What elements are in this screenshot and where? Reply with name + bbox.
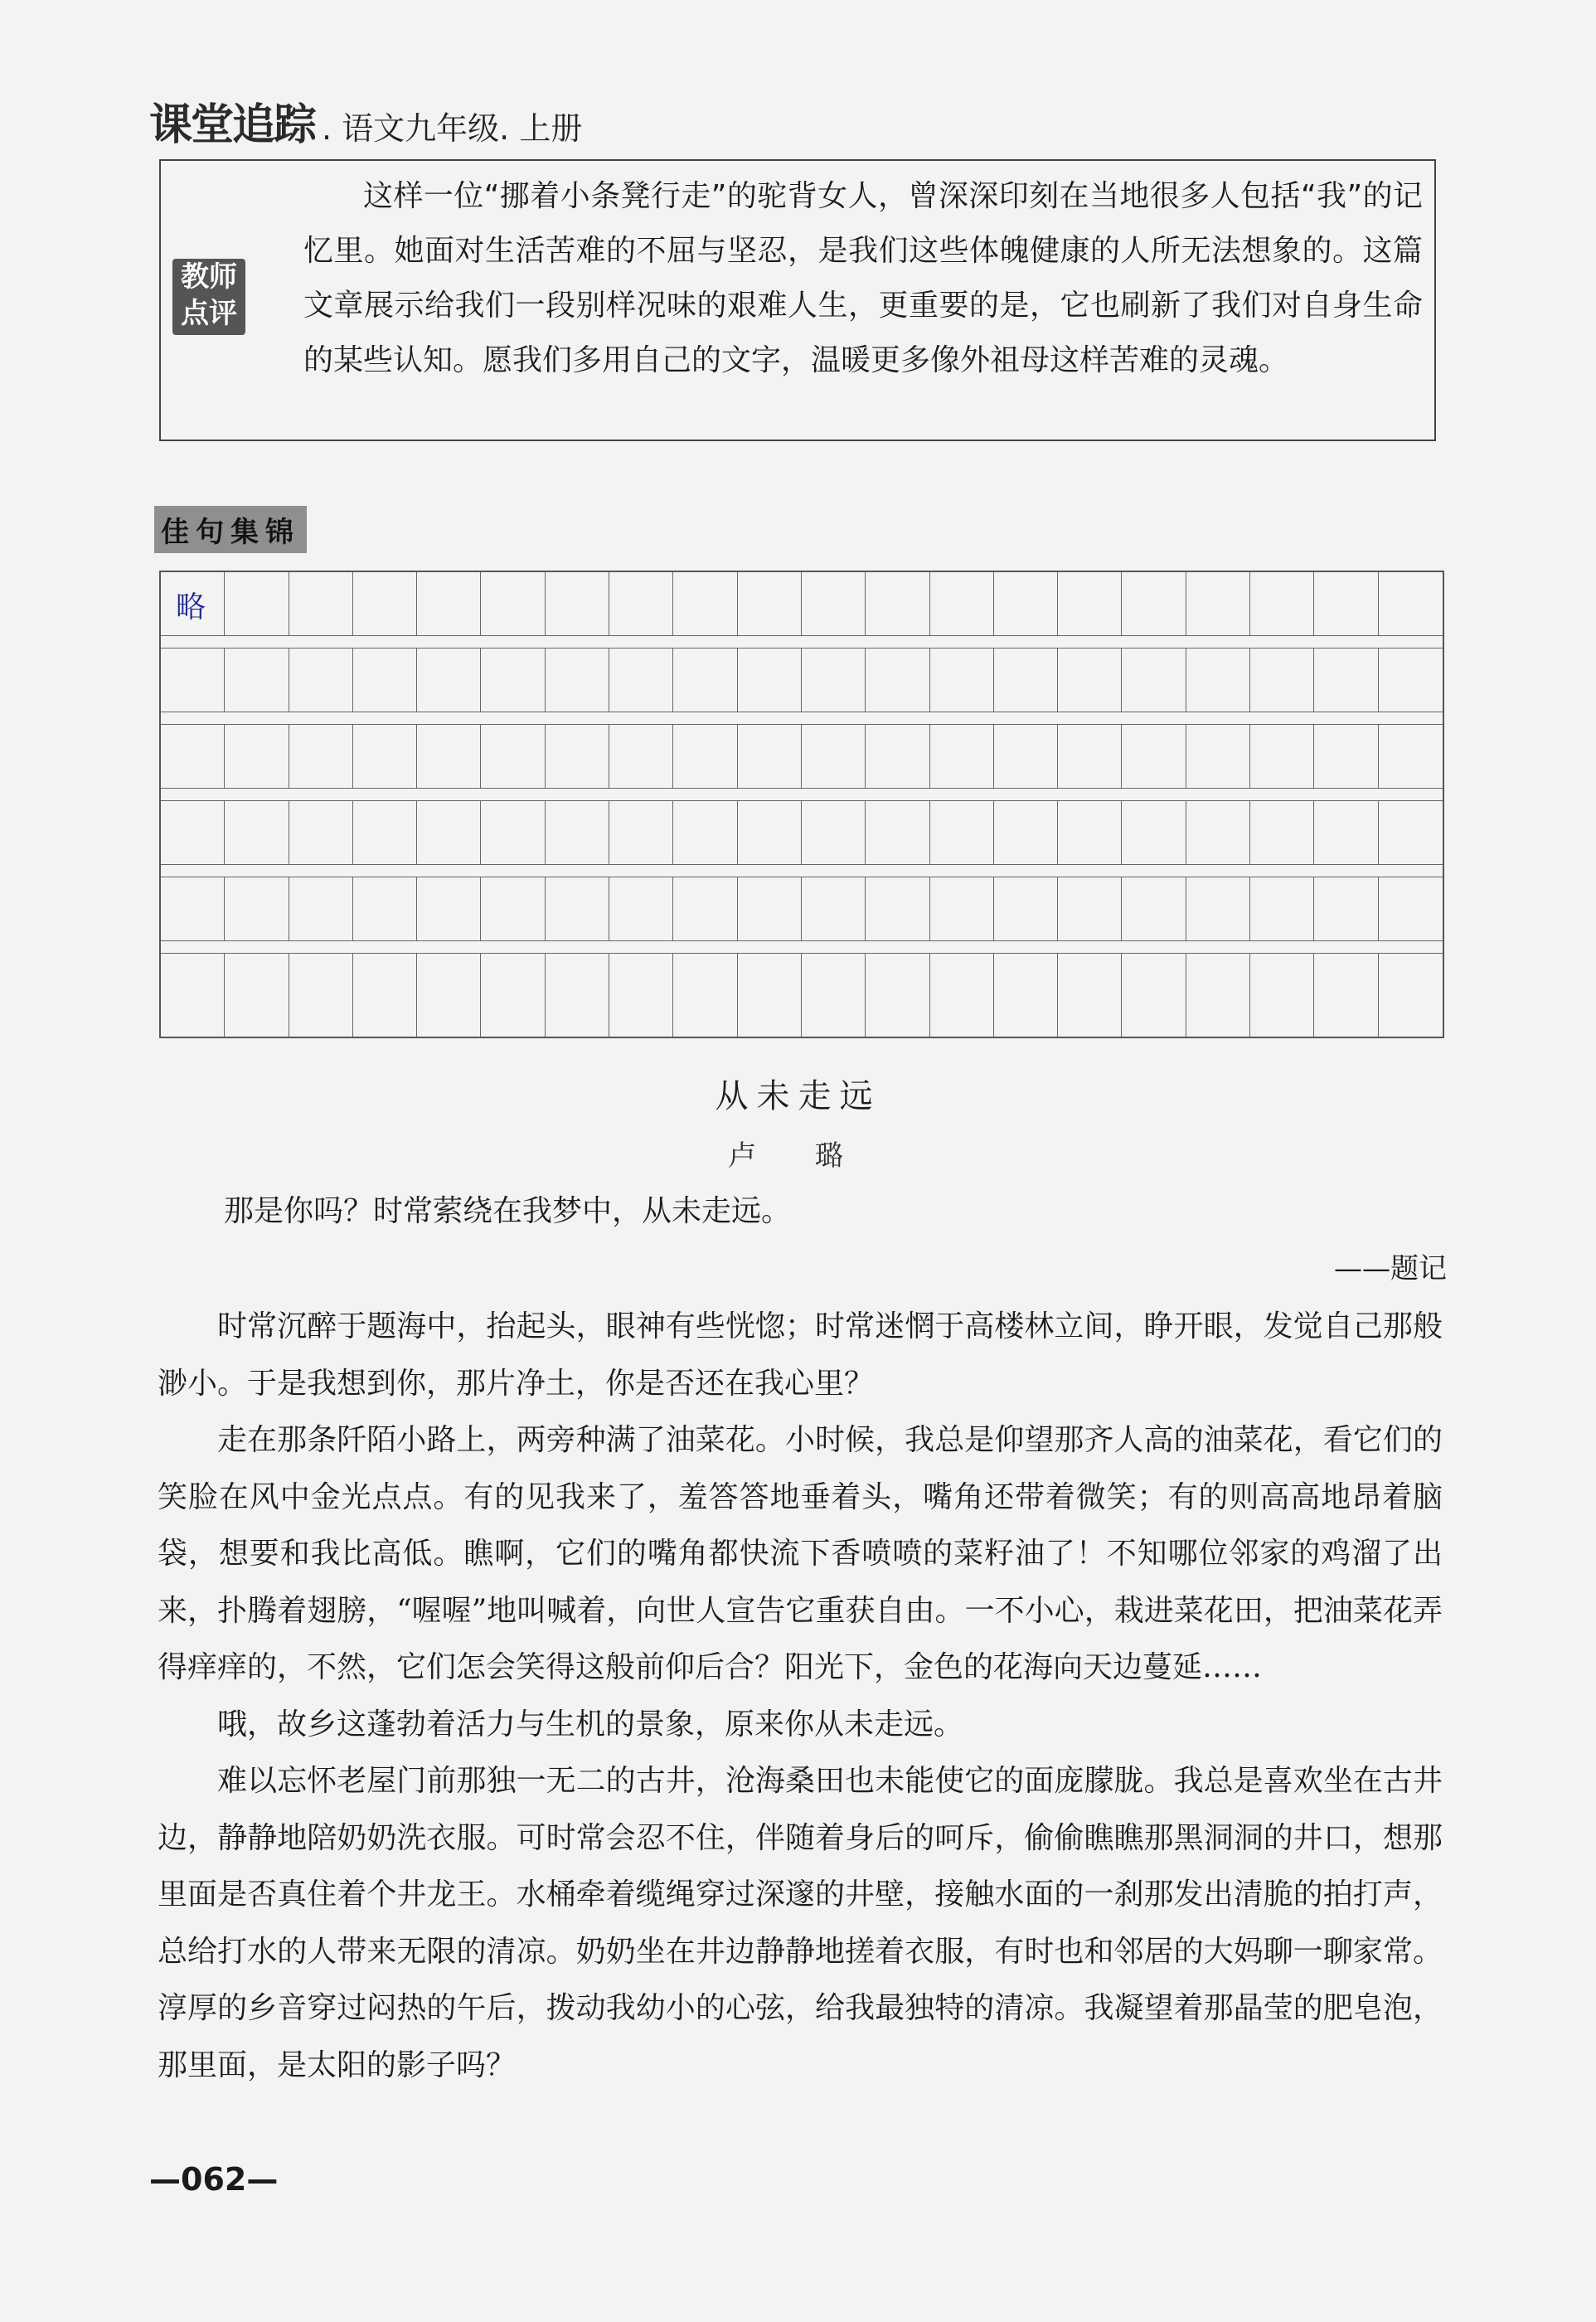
writing-grid [159,571,1444,1038]
teacher-comment-badge [172,259,245,335]
grid-row [161,649,1443,712]
article-author: 卢 璐 [728,1139,868,1173]
grid-row [161,801,1443,864]
paragraph: 哦，故乡这蓬勃着活力与生机的景象，原来你从未走远。 [217,1707,964,1742]
teacher-comment-text: 这样一位“挪着小条凳行走”的驼背女人，曾深深印刻在当地很多人包括“我”的记忆里。她面对生活苦难的不屈与坚忍，是我们这些体魄健康的人所无法想象的。这篇文章展示给我们一段别样况味的艰难人生，更重要的是，它也刷新了我们对自身生命的某些认知。愿我们多用自己的文字，温暖更多像外祖母这样苦难的灵魂。 [303,179,1423,377]
grid-row [161,572,1443,635]
brand-logo: 课堂追踪 [149,100,316,150]
paragraph: 走在那条阡陌小路上，两旁种满了油菜花。小时候，我总是仰望那齐人高的油菜花，看它们的笑脸在风中金光点点。有的见我来了，羞答答地垂着头，嘴角还带着微笑；有的则高高地昂着脑袋，想要和我比高低。瞧啊，它们的嘴角都快流下香喷喷的菜籽油了！不知哪位邻家的鸡溜了出来，扑腾着翅膀，“喔喔”地叫喊着，向世人宣告它重获自由。一不小心，栽进菜花田，把油菜花弄得痒痒的，不然，它们怎会笑得这般前仰后合？阳光下，金色的花海向天边蔓延…… [158,1423,1443,1684]
grid-answer-text: 略 [176,590,206,624]
article-title: 从未走远 [715,1077,881,1115]
paragraph: 时常沉醉于题海中，抬起头，眼神有些恍惚；时常迷惘于高楼林立间，睁开眼，发觉自己那般渺小。于是我想到你，那片净土，你是否还在我心里？ [158,1309,1443,1401]
paragraph: 难以忘怀老屋门前那独一无二的古井，沧海桑田也未能使它的面庞朦胧。我总是喜欢坐在古井边，静静地陪奶奶洗衣服。可时常会忍不住，伴随着身后的呵斥，偷偷瞧瞧那黑洞洞的井口，想那里面是否真住着个井龙王。水桶牵着缆绳穿过深邃的井壁，接触水面的一刹那发出清脆的拍打声，总给打水的人带来无限的清凉。奶奶坐在井边静静地搓着衣服，有时也和邻居的大妈聊一聊家常。淳厚的乡音穿过闷热的午后，拨动我幼小的心弦，给我最独特的清凉。我凝望着那晶莹的肥皂泡，那里面，是太阳的影子吗？ [158,1764,1443,2082]
badge-line-2: 点评 [181,297,237,330]
grid-row [161,954,1443,1037]
badge-line-1: 教师 [181,260,237,294]
epigraph-signature: ——题记 [1334,1252,1447,1285]
grid-row [161,725,1443,788]
teacher-comment-box [159,159,1436,441]
grid-row [161,877,1443,940]
page-header [149,90,582,152]
section-title: 佳句集锦 [154,506,307,553]
article-body [158,1299,1443,2094]
page-number: —062— [149,2161,279,2198]
book-subtitle: . 语文九年级. 上册 [322,110,583,147]
epigraph: 那是你吗？时常萦绕在我梦中，从未走远。 [224,1194,792,1228]
